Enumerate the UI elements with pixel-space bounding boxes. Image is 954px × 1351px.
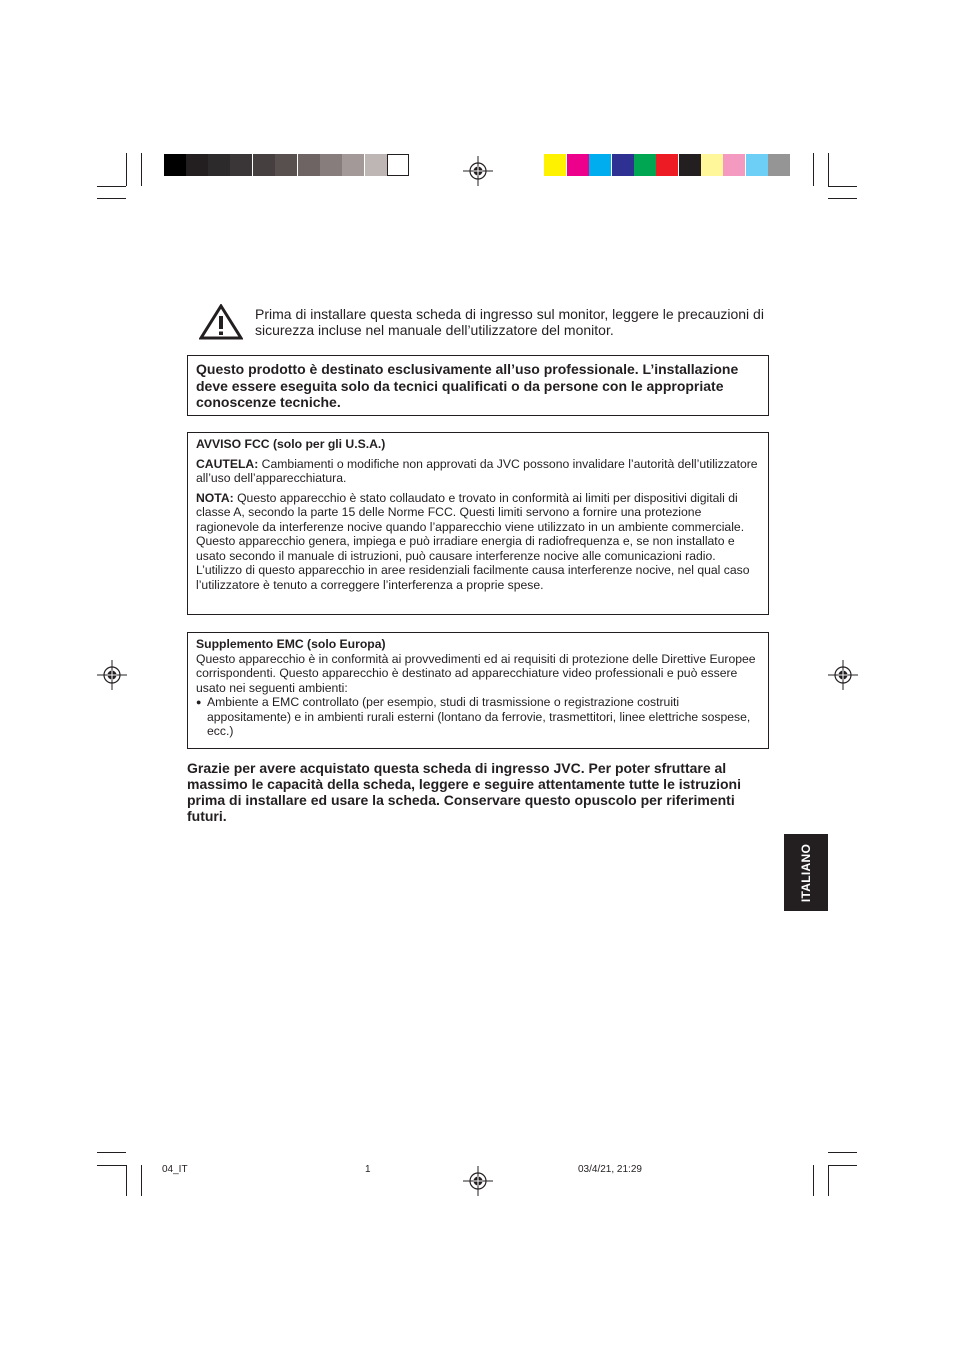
color-swatch: [567, 154, 589, 176]
color-swatch: [768, 154, 790, 176]
gray-swatch: [298, 154, 320, 176]
color-swatch: [589, 154, 611, 176]
color-swatch: [656, 154, 678, 176]
warning-triangle-icon: [199, 304, 243, 340]
gray-swatch: [365, 154, 387, 176]
emc-notice-box: [187, 632, 769, 749]
color-swatch: [746, 154, 768, 176]
footer-page-number: 1: [365, 1164, 371, 1175]
fcc-caution-text: Cambiamenti o modifiche non approvati da JVC possono invalidare l’autorità dell’utilizzatore all’uso dell’apparecchiatura.: [196, 456, 758, 485]
footer-file-name: 04_IT: [162, 1164, 188, 1175]
gray-swatch: [253, 154, 275, 176]
fcc-caution-label: CAUTELA:: [196, 456, 259, 471]
color-swatch: [723, 154, 745, 176]
fcc-notice-box: [187, 432, 769, 615]
registration-mark-icon: [463, 1166, 493, 1196]
gray-swatch: [186, 154, 208, 176]
footer-datetime: 03/4/21, 21:29: [578, 1164, 642, 1175]
gray-swatch: [275, 154, 297, 176]
registration-mark-icon: [463, 156, 493, 186]
registration-mark-icon: [828, 660, 858, 690]
fcc-note-label: NOTA:: [196, 490, 234, 505]
fcc-caution: [196, 457, 761, 486]
emc-list-item: Ambiente a EMC controllato (per esempio, studi di trasmissione o registrazione costruiti appositamente) e in ambienti rurali esterni (lontano da ferrovie, trasmettitori, linee elettriche sospese, ecc.): [207, 695, 751, 738]
gray-swatch: [320, 154, 342, 176]
color-swatch: [634, 154, 656, 176]
bullet-icon: ●: [196, 697, 202, 707]
language-tab: [784, 834, 828, 911]
color-swatch: [701, 154, 723, 176]
thanks-paragraph: Grazie per avere acquistato questa scheda di ingresso JVC. Per poter sfruttare al massimo le capacità della scheda, leggere e seguire attentamente tutte le istruzioni prima di installare ed usare la scheda. Conservare questo opuscolo per riferimenti futuri.: [187, 760, 741, 824]
fcc-note: [196, 491, 761, 593]
gray-swatch: [342, 154, 364, 176]
warning-note: Prima di installare questa scheda di ingresso sul monitor, leggere le precauzioni di sicurezza incluse nel manuale dell’utilizzatore del monitor.: [255, 306, 764, 338]
gray-swatch: [208, 154, 230, 176]
fcc-note-text: Questo apparecchio è stato collaudato e trovato in conformità ai limiti per dispositivi digitali di classe A, secondo la parte 15 delle Norme FCC. Questi limiti servono a fornire una protezione ragionevole da interferenze nocive quando l’apparecchio viene utilizzato in un ambiente commerciale. Questo apparecchio genera, impiega e può irradiare energia di radiofrequenza e, se non installato e usato secondo il manuale di istruzioni, può causare interferenze nocive alle comunicazioni radio. L’utilizzo di questo apparecchio in aree residenziali facilmente causa interferenze nocive, nel qual caso l’utilizzatore è tenuto a correggere l’interferenza a proprie spese.: [196, 490, 750, 592]
gray-swatch: [230, 154, 252, 176]
emc-text: Questo apparecchio è in conformità ai provvedimenti ed ai requisiti di protezione delle Direttive Europee corrispondenti. Questo apparecchio è destinato ad apparecchiature video professionali e può essere usato nei seguenti ambienti:: [196, 651, 756, 695]
color-swatch: [679, 154, 701, 176]
gray-swatch: [387, 154, 409, 176]
color-swatch: [544, 154, 566, 176]
emc-title: Supplemento EMC (solo Europa): [196, 637, 386, 651]
fcc-title: AVVISO FCC (solo per gli U.S.A.): [196, 437, 386, 451]
color-swatch: [612, 154, 634, 176]
registration-mark-icon: [97, 660, 127, 690]
professional-notice-box: [187, 355, 769, 416]
language-tab-label: ITALIANO: [799, 843, 813, 902]
professional-notice: Questo prodotto è destinato esclusivamente all’uso professionale. L’installazione deve essere eseguita solo da tecnici qualificati o da persone con le appropriate conoscenze tecniche.: [196, 361, 739, 410]
gray-swatch: [164, 154, 186, 176]
